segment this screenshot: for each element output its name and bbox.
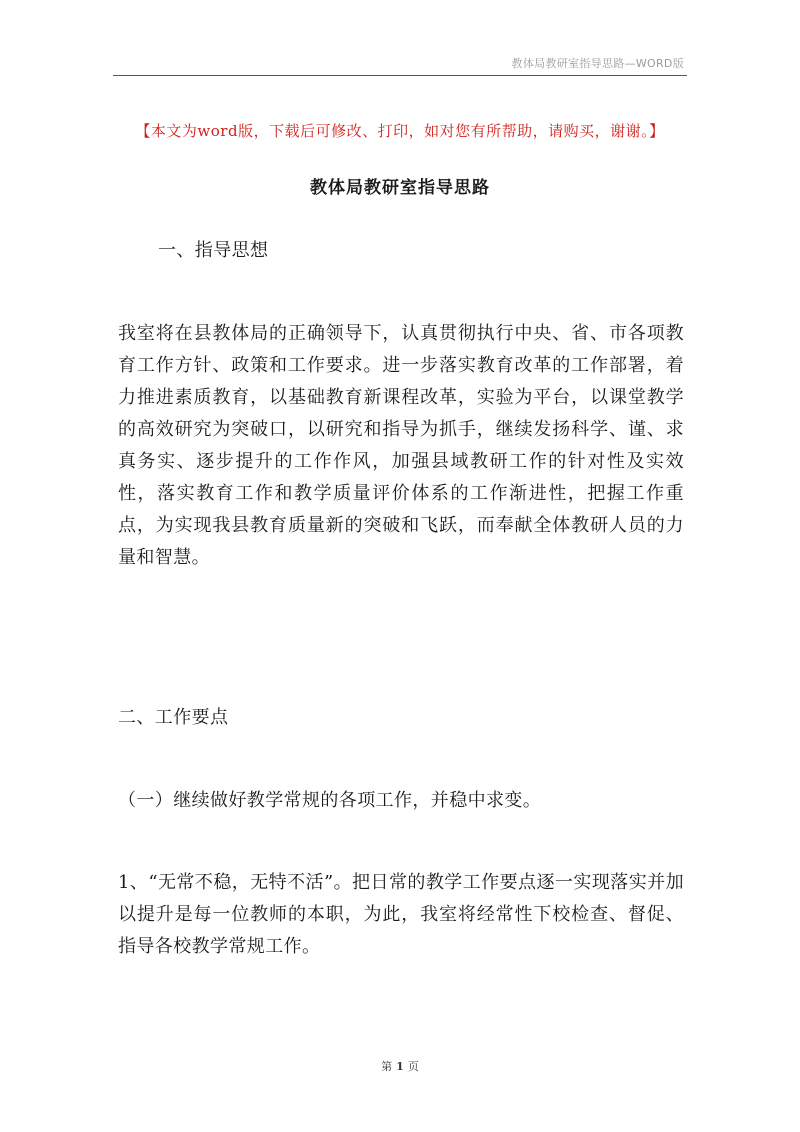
item-paragraph-1: 1、“无常不稳，无特不活”。把日常的教学工作要点逐一实现落实并加以提升是每一位教师的本职，为此，我室将经常性下校检查、督促、指导各校教学常规工作。	[118, 872, 684, 957]
document-title: 教体局教研室指导思路	[310, 178, 490, 198]
download-notice: 【本文为word版，下载后可修改、打印，如对您有所帮助，请购买，谢谢。】	[135, 122, 665, 140]
section-paragraph-guiding-thought: 我室将在县教体局的正确领导下，认真贯彻执行中央、省、市各项教育工作方针、政策和工作要求。进一步落实教育改革的工作部署，着力推进素质教育，以基础教育新课程改革，实验为平台，以课堂教学的高效研究为突破口，以研究和指导为抓手，继续发扬科学、谨、求真务实、逐步提升的工作作风，加强县域教研工作的针对性及实效性，落实教育工作和教学质量评价体系的工作渐进性，把握工作重点，为实现我县教育质量新的突破和飞跃，而奉献全体教研人员的力量和智慧。	[118, 323, 684, 568]
footer-prefix: 第	[381, 1060, 393, 1073]
footer-suffix: 页	[407, 1060, 419, 1073]
section-heading-work-points: 二、工作要点	[118, 707, 229, 728]
subsection-heading-teaching-routine: （一）继续做好教学常规的各项工作，并稳中求变。	[118, 790, 542, 811]
page-number: 1	[396, 1060, 404, 1073]
section-heading-guiding-thought: 一、指导思想	[158, 240, 269, 261]
header-divider	[113, 75, 687, 76]
running-header: 教体局教研室指导思路—WORD版	[511, 57, 684, 70]
page-footer	[0, 1058, 800, 1074]
